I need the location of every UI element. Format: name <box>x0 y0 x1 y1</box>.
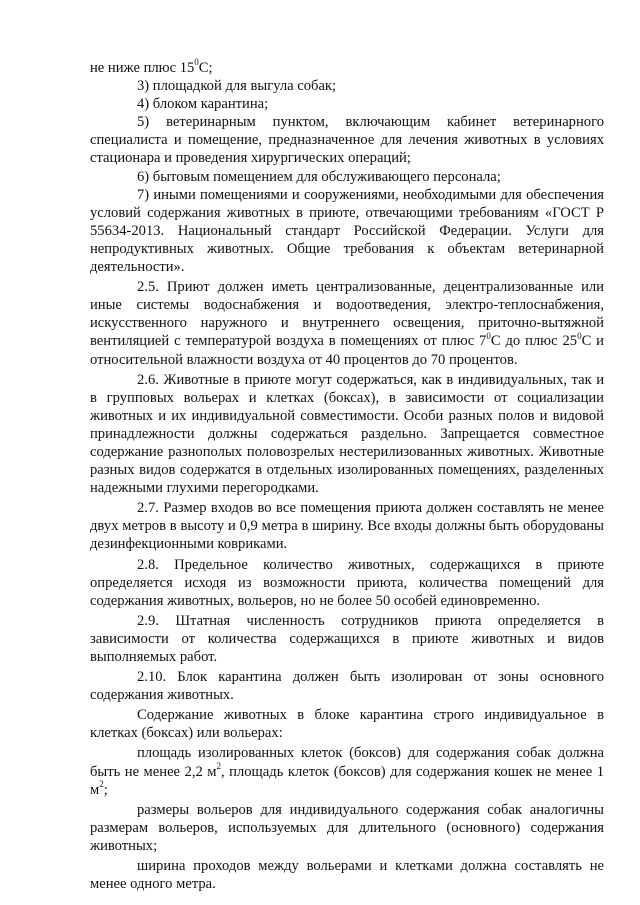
text-run: 2.5. Приют должен иметь централизованные, децентрализованные или иные системы водоснабжения и водоотведения, электро-теплоснабжения, искусственного наружного и внутреннего освещения, приточно-вытяжной вентиляцией с температурой воздуха в помещениях от плюс 7 <box>90 279 604 350</box>
paragraph-temperature-continuation <box>90 59 604 77</box>
degree-superscript: 0 <box>194 57 199 68</box>
text-run: ; <box>103 781 108 798</box>
paragraph-2-5 <box>90 278 604 368</box>
list-item-dog-walking-area: 3) площадкой для выгула собак; <box>137 78 337 95</box>
square-meter-superscript: 2 <box>99 778 104 789</box>
paragraph-quarantine-housing: Содержание животных в блоке карантина строго индивидуальное в клетках (боксах) или вольерах: <box>90 707 604 742</box>
degree-superscript: 0 <box>577 330 582 341</box>
text-run: площадь изолированных клеток (боксов) для содержания собак должна быть не менее 2,2 м <box>90 745 604 780</box>
paragraph-aisle-width: ширина проходов между вольерами и клетками должна составлять не менее одного метра. <box>90 858 604 893</box>
list-item-other-premises: 7) иными помещениями и сооружениями, необходимыми для обеспечения условий содержания животных в приюте, отвечающими требованиям «ГОСТ Р 55634-2013. Национальный стандарт Российской Федерации. Услуги для непродуктивных животных. Общие требования к объектам ветеринарной деятельности». <box>90 186 604 276</box>
paragraph-enclosure-size: размеры вольеров для индивидуального содержания собак аналогичны размерам вольеров, используемых для длительного (основного) содержания животных; <box>90 801 604 854</box>
paragraph-2-8: 2.8. Предельное количество животных, содержащихся в приюте определяется исходя из возможности приюта, количества помещений для содержания животных, вольеров, но не более 50 особей единовременно. <box>90 556 604 609</box>
list-item-staff-room: 6) бытовым помещением для обслуживающего персонала; <box>137 168 501 185</box>
paragraph-cage-area <box>90 744 604 798</box>
paragraph-2-10: 2.10. Блок карантина должен быть изолирован от зоны основного содержания животных. <box>90 669 604 704</box>
list-item-veterinary-point: 5) ветеринарным пунктом, включающим кабинет ветеринарного специалиста и помещение, предназначенное для лечения животных в условиях стационара и проведения хирургических операций; <box>90 114 604 167</box>
text-run: С и относительной влажности воздуха от 40 процентов до 70 процентов. <box>90 333 604 368</box>
paragraph-2-6: 2.6. Животные в приюте могут содержаться, как в индивидуальных, так и в групповых вольерах и клетках (боксах), в зависимости от социализации животных и их индивидуальной совместимости. Особи разных полов и видовой принадлежности должны содержаться раздельно. Запрещается совместное содержание разнополых половозрелых нестерилизованных животных. Животные разных видов содержатся в отдельных изолированных помещениях, разделенных надежными глухими перегородками. <box>90 371 604 497</box>
text-run: не ниже плюс 15 <box>90 60 195 76</box>
text-run: , площадь клеток (боксов) для содержания кошек не менее 1 м <box>90 763 604 798</box>
text-run: С; <box>198 60 213 76</box>
square-meter-superscript: 2 <box>216 760 222 771</box>
text-run: С до плюс 25 <box>490 333 578 350</box>
paragraph-2-9: 2.9. Штатная численность сотрудников приюта определяется в зависимости от количества содержащихся в приюте животных и видов выполняемых работ. <box>90 612 604 665</box>
degree-superscript: 0 <box>486 330 491 341</box>
paragraph-2-7: 2.7. Размер входов во все помещения приюта должен составлять не менее двух метров в высоту и 0,9 метра в ширину. Все входы должны быть оборудованы дезинфекционными ковриками. <box>90 500 604 553</box>
list-item-quarantine-block: 4) блоком карантина; <box>137 96 269 113</box>
